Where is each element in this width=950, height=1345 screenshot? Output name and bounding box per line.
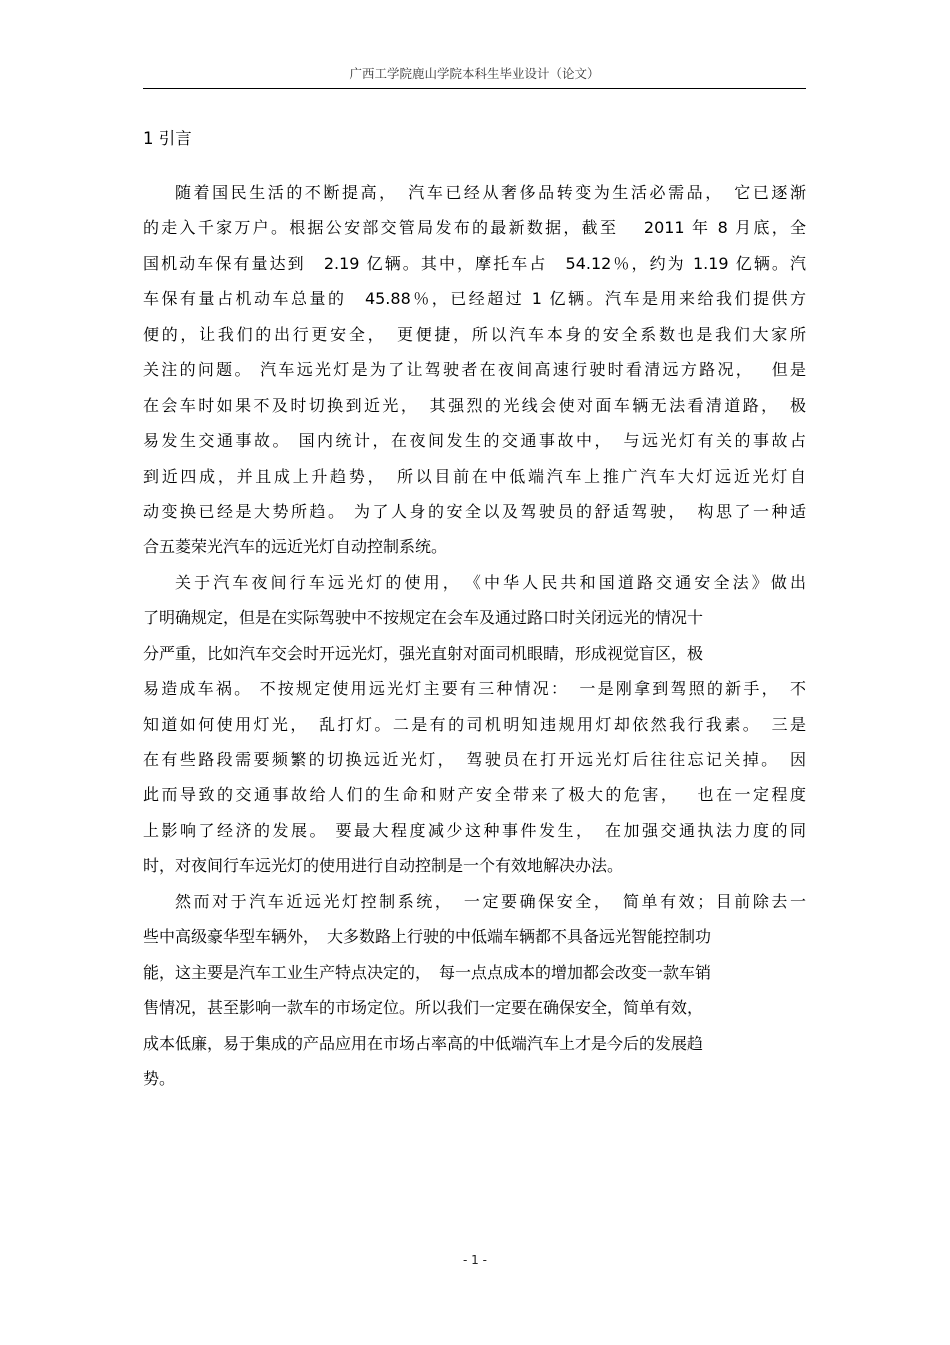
body-line: 了明确规定，但是在实际驾驶中不按规定在会车及通过路口时关闭远光的情况十	[143, 608, 704, 628]
body-line: 分严重，比如汽车交会时开远光灯，强光直射对面司机眼睛，形成视觉盲区，极	[143, 643, 704, 663]
body-line: 势。	[143, 1068, 176, 1088]
body-line: 易造成车祸。 不按规定使用远光灯主要有三种情况： 一是刚拿到驾照的新手， 不	[143, 679, 806, 699]
section-heading: 1 引言	[143, 129, 192, 148]
running-header: 广西工学院鹿山学院本科生毕业设计（论文）	[349, 66, 600, 81]
body-line: 在会车时如果不及时切换到近光， 其强烈的光线会使对面车辆无法看清道路， 极	[143, 395, 806, 415]
body-line: 能，这主要是汽车工业生产特点决定的， 每一点点成本的增加都会改变一款车销	[143, 962, 712, 982]
body-text	[143, 181, 806, 1102]
body-line: 售情况，甚至影响一款车的市场定位。所以我们一定要在确保安全，简单有效，	[143, 998, 704, 1018]
body-line: 到近四成，并且成上升趋势， 所以目前在中低端汽车上推广汽车大灯远近光灯自	[143, 466, 806, 486]
body-line: 易发生交通事故。 国内统计，在夜间发生的交通事故中， 与远光灯有关的事故占	[143, 431, 806, 451]
body-line: 的走入千家万户。根据公安部交管局发布的最新数据，截至 2011 年 8 月底，全	[143, 218, 806, 238]
body-line: 知道如何使用灯光， 乱打灯。二是有的司机明知违规用灯却依然我行我素。 三是	[143, 714, 806, 734]
body-line: 关注的问题。 汽车远光灯是为了让驾驶者在夜间高速行驶时看清远方路况， 但是	[143, 360, 806, 380]
body-line: 动变换已经是大势所趋。 为了人身的安全以及驾驶员的舒适驾驶， 构思了一种适	[143, 501, 806, 521]
header-rule	[143, 88, 806, 89]
body-line: 合五菱荣光汽车的远近光灯自动控制系统。	[143, 537, 448, 557]
body-line: 关于汽车夜间行车远光灯的使用， 《中华人民共和国道路交通安全法》做出	[175, 572, 806, 592]
body-line: 车保有量占机动车总量的 45.88％，已经超过 1 亿辆。汽车是用来给我们提供方	[143, 289, 806, 309]
body-line: 成本低廉，易于集成的产品应用在市场占率高的中低端汽车上才是今后的发展趋	[143, 1033, 704, 1053]
body-line: 上影响了经济的发展。 要最大程度减少这种事件发生， 在加强交通执法力度的同	[143, 820, 806, 840]
body-line: 在有些路段需要频繁的切换远近光灯， 驾驶员在打开远光灯后往往忘记关掉。 因	[143, 750, 806, 769]
body-line: 然而对于汽车近远光灯控制系统， 一定要确保安全， 简单有效；目前除去一	[175, 891, 806, 911]
body-line: 随着国民生活的不断提高， 汽车已经从奢侈品转变为生活必需品， 它已逐渐	[175, 183, 806, 202]
page-number: - 1 -	[463, 1253, 487, 1267]
body-line: 便的，让我们的出行更安全， 更便捷，所以汽车本身的安全系数也是我们大家所	[143, 324, 806, 344]
body-line: 国机动车保有量达到 2.19 亿辆。其中，摩托车占 54.12％，约为 1.19 亿辆。汽	[143, 253, 806, 273]
body-line: 此而导致的交通事故给人们的生命和财产安全带来了极大的危害， 也在一定程度	[143, 785, 806, 805]
body-line: 些中高级豪华型车辆外， 大多数路上行驶的中低端车辆都不具备远光智能控制功	[143, 927, 712, 947]
body-line: 时，对夜间行车远光灯的使用进行自动控制是一个有效地解决办法。	[143, 856, 624, 876]
